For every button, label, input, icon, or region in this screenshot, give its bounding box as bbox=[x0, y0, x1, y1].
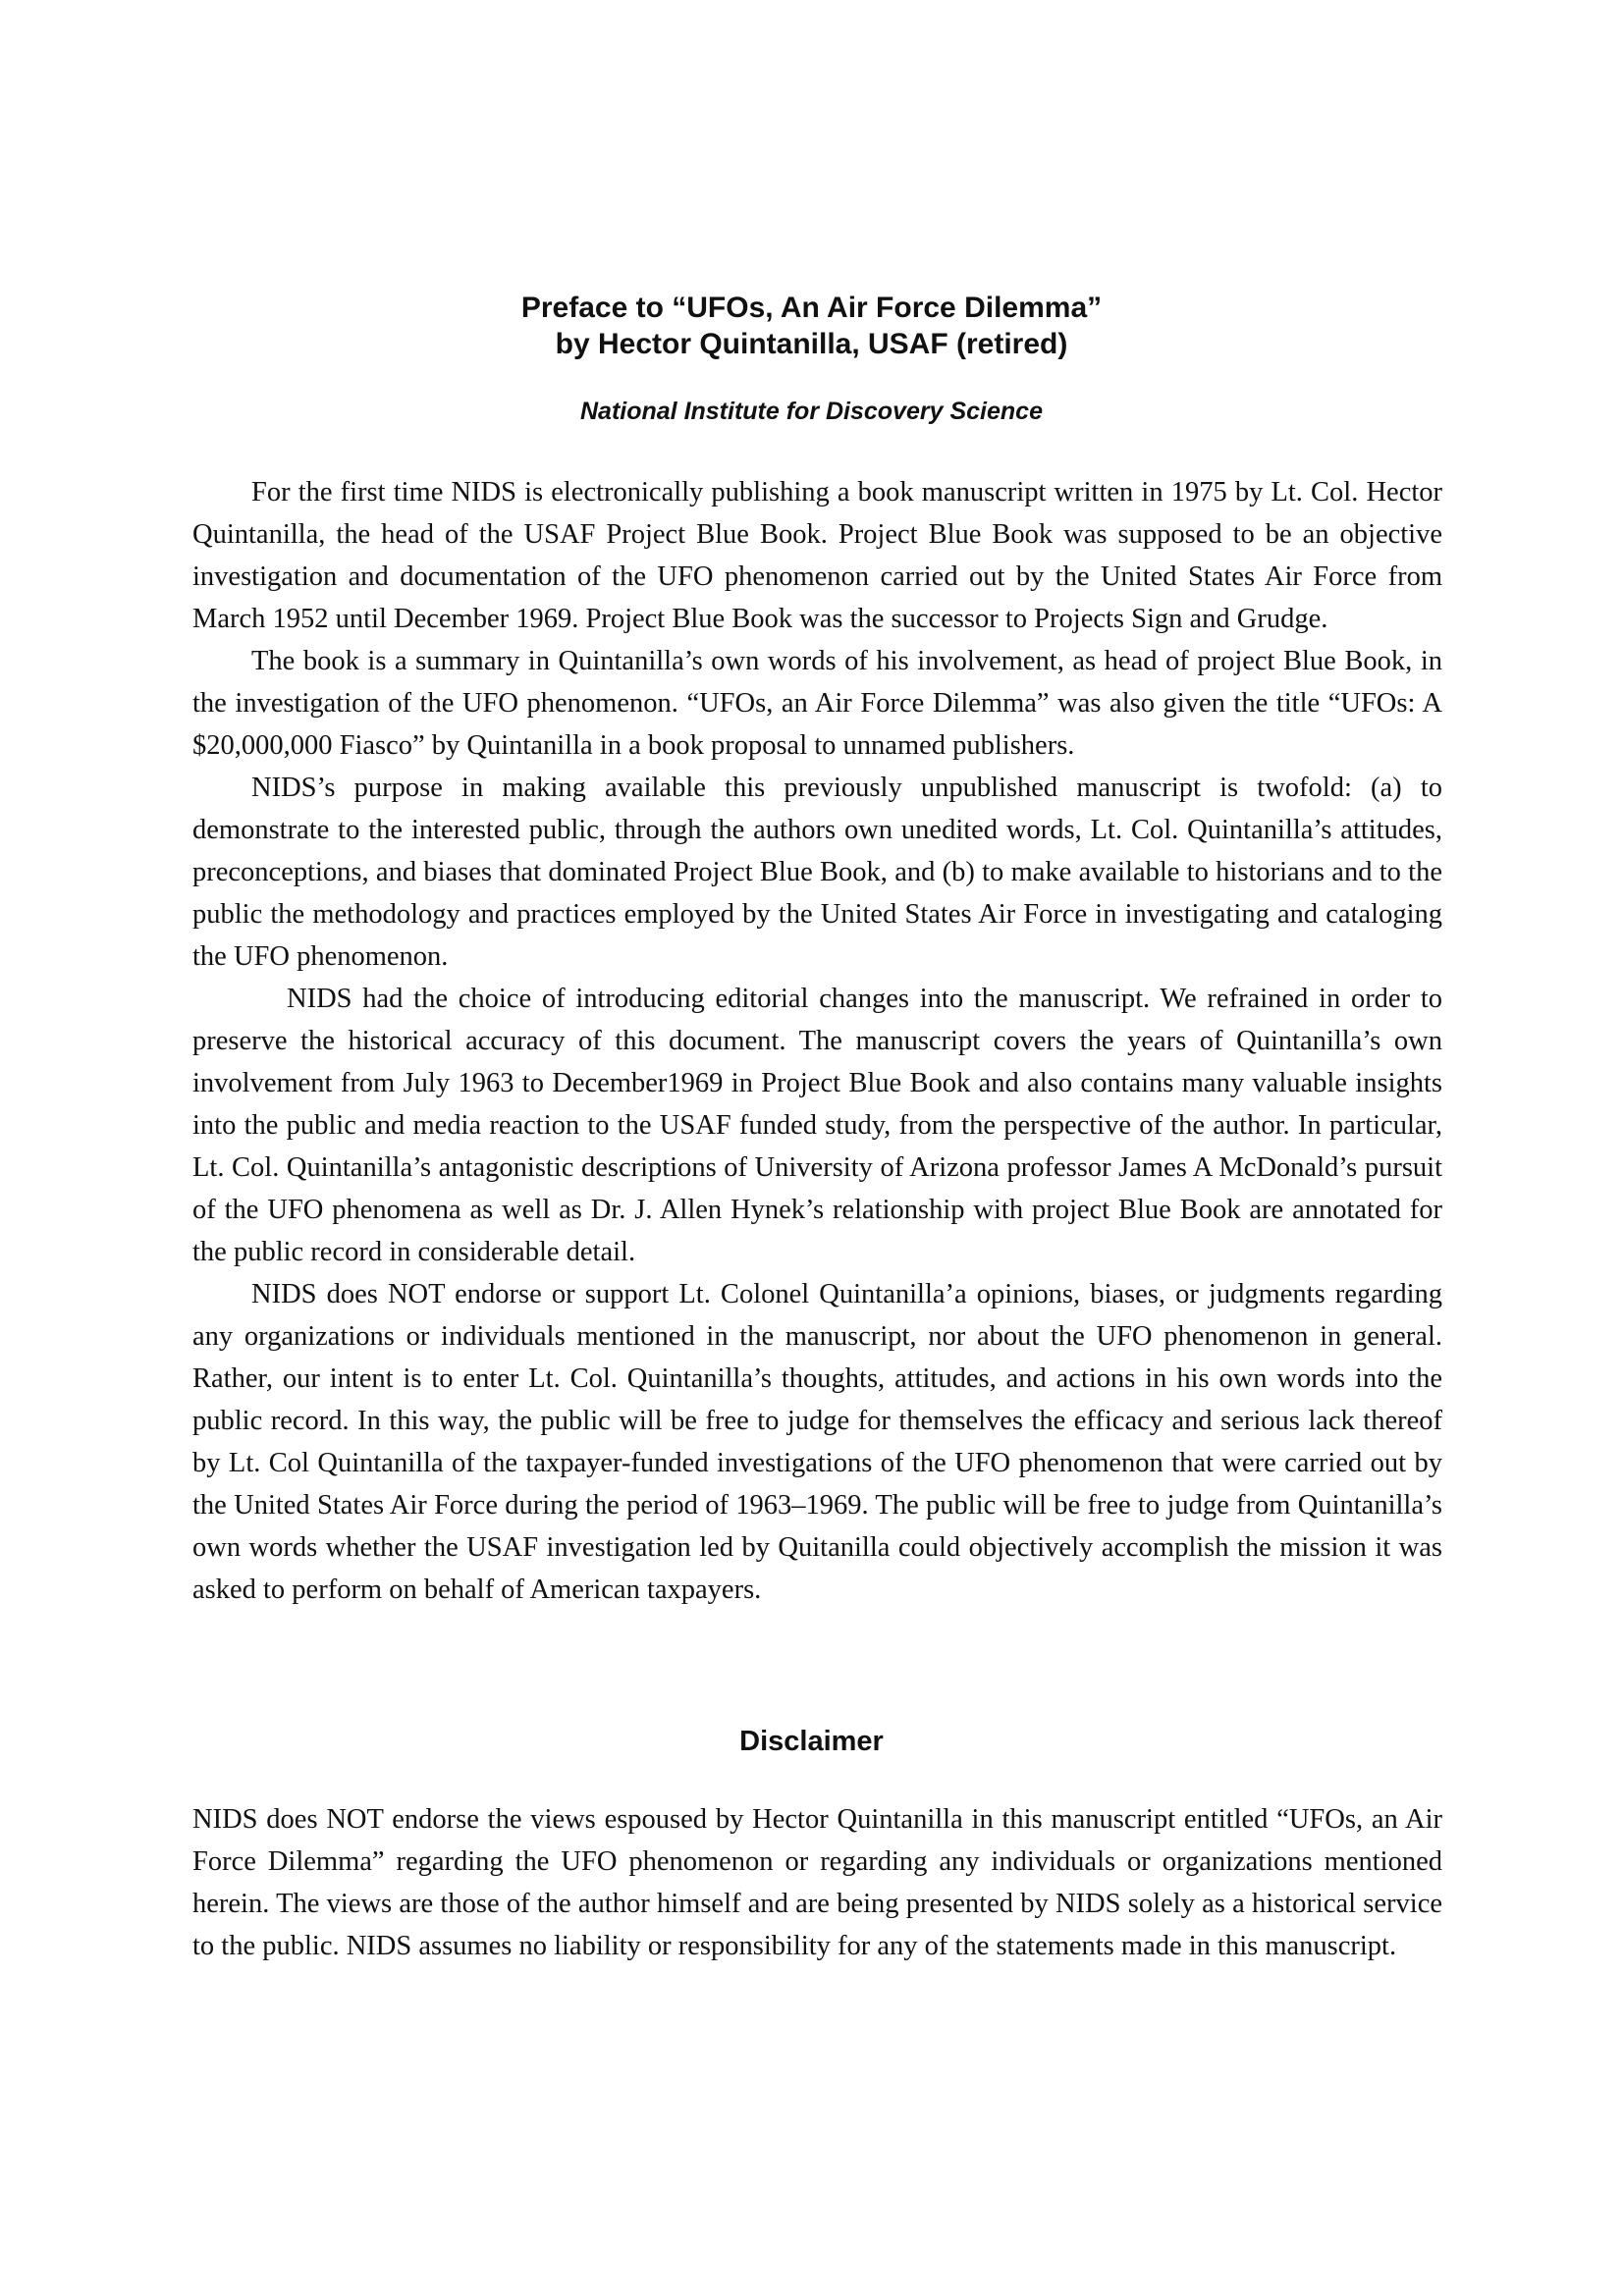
title-line-2: by Hector Quintanilla, USAF (retired) bbox=[555, 328, 1068, 360]
disclaimer-body bbox=[192, 1798, 1442, 1967]
preface-paragraph-1: For the first time NIDS is electronically publishing a book manuscript written in 1975 by Lt. Col. Hector Quintanilla, the head of the USAF Project Blue Book. Project Blue Book was supposed to be an objective investigation and documentation of the UFO phenomenon carried out by the United States Air Force from March 1952 until December 1969. Project Blue Book was the successor to Projects Sign and Grudge. bbox=[192, 477, 1442, 634]
preface-paragraph-5: NIDS does NOT endorse or support Lt. Colonel Quintanilla’a opinions, biases, or judgments regarding any organizations or individuals mentioned in the manuscript, nor about the UFO phenomenon in general. Rather, our intent is to enter Lt. Col. Quintanilla’s thoughts, attitudes, and actions in his own words into the public record. In this way, the public will be free to judge for themselves the efficacy and serious lack thereof by Lt. Col Quintanilla of the taxpayer-funded investigations of the UFO phenomenon that were carried out by the United States Air Force during the period of 1963–1969. The public will be free to judge from Quintanilla’s own words whether the USAF investigation led by Quitanilla could objectively accomplish the mission it was asked to perform on behalf of American taxpayers. bbox=[192, 1279, 1442, 1605]
title-line-1: Preface to “UFOs, An Air Force Dilemma” bbox=[520, 292, 1103, 324]
disclaimer-text: NIDS does NOT endorse the views espoused by Hector Quintanilla in this manuscript entitled “UFOs, an Air Force Dilemma” regarding the UFO phenomenon or regarding any individuals or organizations mentioned herein. The views are those of the author himself and are being presented by NIDS solely as a historical service to the public. NIDS assumes no liability or responsibility for any of the statements made in this manuscript. bbox=[192, 1804, 1442, 1961]
page-title bbox=[0, 290, 1623, 362]
preface-paragraph-3: NIDS’s purpose in making available this previously unpublished manuscript is twofold: (a) to demonstrate to the interested public, through the authors own unedited words, Lt. Col. Quintanilla’s attitudes, preconceptions, and biases that dominated Project Blue Book, and (b) to make available to historians and to the public the methodology and practices employed by the United States Air Force in investigating and cataloging the UFO phenomenon. bbox=[192, 773, 1442, 972]
preface-body bbox=[192, 471, 1442, 1611]
preface-paragraph-2: The book is a summary in Quintanilla’s own words of his involvement, as head of project Blue Book, in the investigation of the UFO phenomenon. “UFOs, an Air Force Dilemma” was also given the title “UFOs: A $20,000,000 Fiasco” by Quintanilla in a book proposal to unnamed publishers. bbox=[192, 646, 1442, 761]
preface-paragraph-4: NIDS had the choice of introducing editorial changes into the manuscript. We refrained in order to preserve the historical accuracy of this document. The manuscript covers the years of Quintanilla’s own involvement from July 1963 to December1969 in Project Blue Book and also contains many valuable insights into the public and media reaction to the USAF funded study, from the perspective of the author. In particular, Lt. Col. Quintanilla’s antagonistic descriptions of University of Arizona professor James A McDonald’s pursuit of the UFO phenomena as well as Dr. J. Allen Hynek’s relationship with project Blue Book are annotated for the public record in considerable detail. bbox=[192, 984, 1442, 1267]
disclaimer-heading: Disclaimer bbox=[739, 1726, 884, 1757]
organization-name: National Institute for Discovery Science bbox=[580, 398, 1043, 425]
